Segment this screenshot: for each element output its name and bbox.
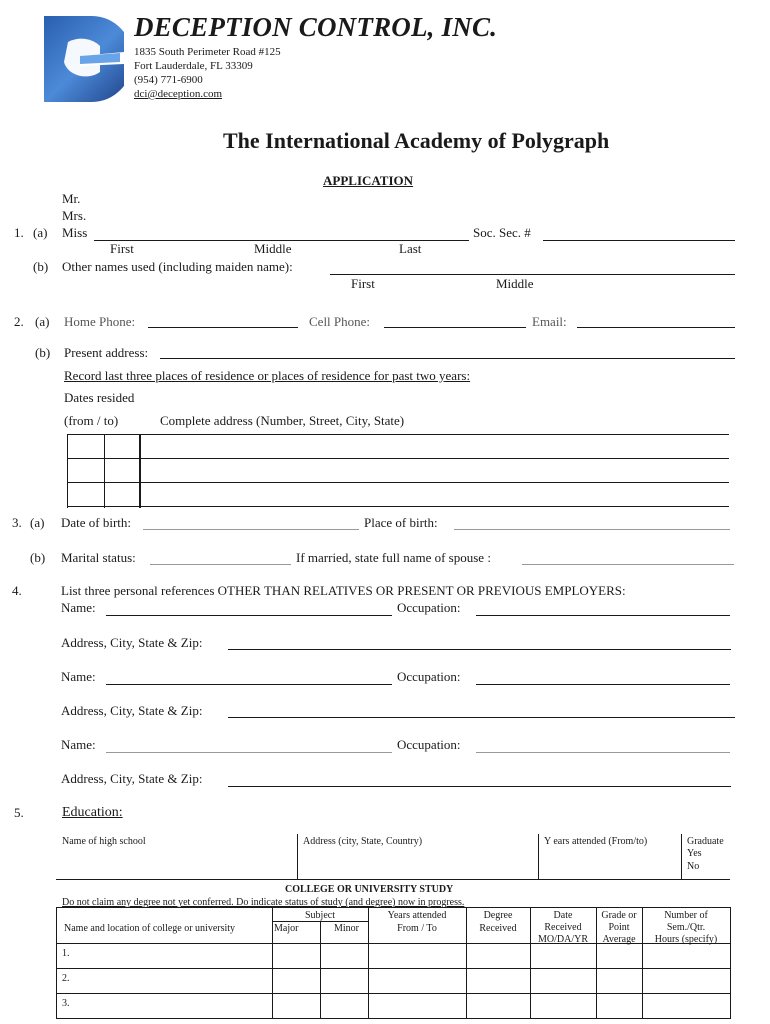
grade-header: Grade or — [601, 910, 637, 921]
number-of-header: Number of — [664, 910, 708, 921]
ref1-occupation-label: Occupation: — [397, 600, 461, 615]
degree-header: Degree — [483, 910, 513, 921]
name-middle-caption: Middle — [254, 241, 292, 256]
graduate-yes-option[interactable]: Yes — [687, 848, 702, 859]
residence-3-from[interactable] — [70, 486, 102, 504]
section-2b-label: (b) — [35, 345, 51, 360]
home-phone-input[interactable] — [150, 310, 296, 326]
ref3-occupation-input[interactable] — [478, 735, 728, 751]
complete-address-label: Complete address (Number, Street, City, State) — [160, 413, 405, 428]
ref3-occupation-label: Occupation: — [397, 737, 461, 752]
email-label: Email: — [532, 314, 567, 329]
years-from-to-header: From / To — [397, 923, 437, 934]
section-1b-label: (b) — [33, 259, 49, 274]
subject-header: Subject — [305, 910, 335, 921]
high-school-address-header: Address (city, State, Country) — [303, 836, 423, 847]
ref1-name-line — [106, 615, 392, 616]
other-names-line — [330, 274, 735, 275]
residence-1-to[interactable] — [107, 438, 137, 456]
marital-status-line — [150, 564, 291, 565]
ref3-name-line — [106, 752, 392, 753]
company-name: DECEPTION CONTROL, INC. — [134, 12, 498, 42]
ref3-occupation-line — [476, 752, 730, 753]
high-school-address-input[interactable] — [303, 855, 533, 873]
form-subtitle: APPLICATION — [323, 173, 414, 188]
ref1-name-input[interactable] — [108, 598, 390, 614]
other-first-caption: First — [351, 276, 375, 291]
marital-status-label: Marital status: — [61, 550, 136, 565]
dob-input[interactable] — [145, 512, 357, 528]
section-5-number: 5. — [14, 805, 24, 820]
ref3-address-input[interactable] — [230, 769, 729, 785]
ref2-address-line — [228, 717, 735, 718]
major-header: Major — [274, 923, 299, 934]
residence-3-address[interactable] — [145, 486, 725, 504]
company-phone: (954) 771-6900 — [134, 74, 203, 86]
spouse-name-line — [522, 564, 734, 565]
ref1-name-label: Name: — [61, 600, 96, 615]
college-row-3-name-input[interactable] — [76, 998, 268, 1014]
pob-label: Place of birth: — [364, 515, 438, 530]
name-first-caption: First — [110, 241, 134, 256]
grade-point-header: Point — [608, 922, 630, 933]
college-row-3-label: 3. — [62, 998, 70, 1009]
ref2-occupation-input[interactable] — [478, 667, 728, 683]
ref1-address-label: Address, City, State & Zip: — [61, 635, 203, 650]
salutation-mr: Mr. — [62, 191, 81, 206]
residence-2-from[interactable] — [70, 462, 102, 480]
ref3-address-line — [228, 786, 731, 787]
other-names-input[interactable] — [332, 257, 732, 273]
ref1-address-input[interactable] — [230, 632, 729, 648]
college-instructions: Do not claim any degree not yet conferred. Do indicate status of study (and degree) now in progress. — [62, 897, 465, 908]
pob-line — [454, 529, 730, 530]
soc-sec-label: Soc. Sec. # — [473, 225, 531, 240]
present-address-line — [160, 358, 735, 359]
ref1-address-line — [228, 649, 731, 650]
form-title: The International Academy of Polygraph — [223, 128, 610, 153]
high-school-name-header: Name of high school — [62, 836, 146, 847]
company-address-line2: Fort Lauderdale, FL 33309 — [134, 60, 253, 72]
degree-received-header: Received — [479, 923, 517, 934]
soc-sec-input[interactable] — [545, 223, 733, 239]
section-1-number: 1. — [14, 225, 24, 240]
present-address-input[interactable] — [162, 341, 732, 357]
ref3-name-input[interactable] — [108, 735, 390, 751]
residence-2-to[interactable] — [107, 462, 137, 480]
high-school-years-header: Y ears attended (From/to) — [544, 836, 648, 847]
residence-3-to[interactable] — [107, 486, 137, 504]
ref2-name-label: Name: — [61, 669, 96, 684]
high-school-years-input[interactable] — [544, 855, 676, 873]
other-middle-caption: Middle — [496, 276, 534, 291]
college-name-header: Name and location of college or university — [64, 923, 236, 934]
ref2-address-label: Address, City, State & Zip: — [61, 703, 203, 718]
residence-2-address[interactable] — [145, 462, 725, 480]
cell-phone-label: Cell Phone: — [309, 314, 371, 329]
graduate-no-option[interactable]: No — [687, 861, 700, 872]
date-received-header: Received — [544, 922, 582, 933]
full-name-input[interactable] — [96, 223, 466, 239]
ref2-occupation-line — [476, 684, 730, 685]
section-1a-label: (a) — [33, 225, 48, 240]
home-phone-line — [148, 327, 298, 328]
dob-label: Date of birth: — [61, 515, 132, 530]
dates-resided-label: Dates resided — [64, 390, 135, 405]
minor-header: Minor — [334, 923, 359, 934]
section-4-number: 4. — [12, 583, 22, 598]
salutation-mrs: Mrs. — [62, 208, 87, 223]
present-address-label: Present address: — [64, 345, 149, 360]
college-row-1-name-input[interactable] — [76, 948, 268, 964]
section-3b-label: (b) — [30, 550, 46, 565]
name-last-caption: Last — [399, 241, 422, 256]
residence-1-from[interactable] — [70, 438, 102, 456]
high-school-name-input[interactable] — [62, 855, 292, 873]
grade-average-header: Average — [602, 934, 636, 945]
residence-1-address[interactable] — [145, 438, 725, 456]
sem-qtr-header: Sem./Qtr. — [666, 922, 706, 933]
company-address-line1: 1835 South Perimeter Road #125 — [134, 46, 281, 58]
section-3-number: 3. — [12, 515, 22, 530]
spouse-name-input[interactable] — [524, 547, 732, 563]
college-row-2-name-input[interactable] — [76, 973, 268, 989]
company-logo — [40, 12, 124, 106]
from-to-label: (from / to) — [64, 413, 119, 428]
ref2-occupation-label: Occupation: — [397, 669, 461, 684]
education-heading: Education: — [62, 805, 123, 820]
ref2-name-input[interactable] — [108, 667, 390, 683]
company-email-link[interactable]: dci@deception.com — [134, 88, 223, 100]
pob-input[interactable] — [456, 512, 728, 528]
ref2-address-input[interactable] — [230, 700, 733, 716]
salutation-miss: Miss — [62, 225, 88, 240]
years-attended-header: Years attended — [387, 910, 447, 921]
ref3-name-label: Name: — [61, 737, 96, 752]
cell-phone-input[interactable] — [386, 310, 524, 326]
date-format-header: MO/DA/YR — [537, 934, 588, 945]
graduate-header: Graduate — [687, 836, 724, 847]
section-2-number: 2. — [14, 314, 24, 329]
date-header: Date — [553, 910, 573, 921]
email-input[interactable] — [579, 310, 733, 326]
college-row-2-label: 2. — [62, 973, 70, 984]
other-names-label: Other names used (including maiden name): — [62, 259, 293, 274]
ref1-occupation-input[interactable] — [478, 598, 728, 614]
residence-instructions: Record last three places of residence or places of residence for past two years: — [64, 368, 471, 383]
spouse-name-label: If married, state full name of spouse : — [296, 550, 491, 565]
email-line — [577, 327, 735, 328]
home-phone-label: Home Phone: — [64, 314, 136, 329]
dob-line — [143, 529, 359, 530]
ref2-name-line — [106, 684, 392, 685]
hours-specify-header: Hours (specify) — [654, 934, 718, 945]
section-3a-label: (a) — [30, 515, 45, 530]
references-instructions: List three personal references OTHER THAN RELATIVES OR PRESENT OR PREVIOUS EMPLOYERS: — [61, 583, 626, 598]
college-row-1-label: 1. — [62, 948, 70, 959]
college-section-title: COLLEGE OR UNIVERSITY STUDY — [285, 884, 454, 895]
ref3-address-label: Address, City, State & Zip: — [61, 771, 203, 786]
section-2a-label: (a) — [35, 314, 50, 329]
marital-status-input[interactable] — [152, 547, 289, 563]
ref1-occupation-line — [476, 615, 730, 616]
cell-phone-line — [384, 327, 526, 328]
soc-sec-line — [543, 240, 735, 241]
